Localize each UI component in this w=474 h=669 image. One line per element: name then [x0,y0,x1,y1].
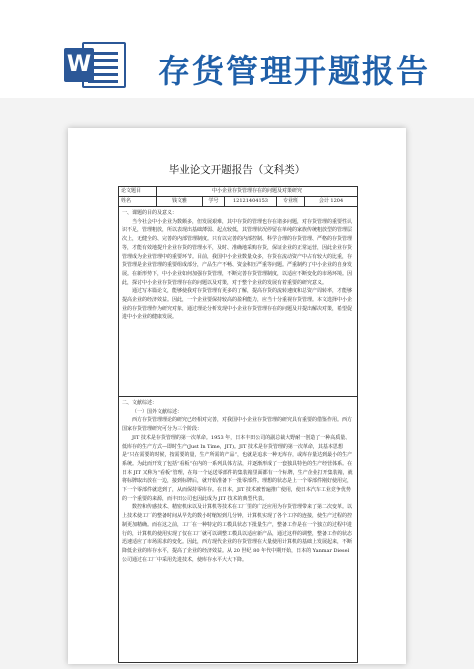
subsection-heading: （一）国外文献综述： [132,408,183,415]
thesis-value: 中小企业存货管理存在的问题及对策研究 [211,188,302,194]
purpose-section [119,207,357,397]
id-label: 学号 [203,197,225,206]
paragraph: 当今社会中小企业为数颇多，但发展艰难，其中存货的管理也存在诸多问题，对存货管理的重要性认识不足，管理粗放，所以表现出基础薄弱、起点较低，其管理状况停留在单纯的家族传统粗放型的管理层次上，无健全的、完善的内部管理制度。只有以完善的内部控制、科学合理的存货管理、严格的存货管理等，才能有效地提升企业存货的管理水平，及时、准确地采购存货，保证企业的正常运营，因此企业存货管理成为企业管理中的重要环节。目前，我国中小企业数量众多，存货在流动资产中占有较大的比重，存货管理是企业管理的重要组成部分，产品生产不畅、资金积压严重等问题。严重制约了中小企业的自身发展。在新形势下，中小企业如何加强存货管理，不断完善存货管理制度，以适应不断变化的市场环境。因此，探讨中小企业存货管理存在的问题以及对策，对于整个企业的发展有着重要的研究意义。 [122,218,353,286]
literature-section [119,397,357,662]
document-title: 毕业论文开题报告（文科类） [168,164,306,176]
section-heading: 一、课题的目的及意义： [122,210,178,216]
paragraph: 通过写本篇论文，能够使我对存货管理有更多的了解，提高存货的流转速度和总资产周转率，才能够提高企业的经济效益。因此，一个企业要保持较高的盈利能力，应当十分重视存货管理。本文选择中小企业的存货管理作为研究对象，通过理论分析发现中小企业存货管理存在的问题及并提出解决对策，希望促进中小企业的健康发展。 [122,288,353,321]
paragraph: 西方存货管理理论的研究已经相对完善，对我国中小企业存货管理的研究具有重要的借鉴作用。西方国家存货管理研究可分为三个阶段： [122,417,353,433]
banner-title: 存货管理开题报告 [158,52,431,90]
major-label: 专业班 [277,197,305,206]
paragraph: 数控和传感技术、精密机床以及计算机等技术在工厂里的广泛应用为存货管理带来了第二次变革。以上技术使工厂的整备时间从早先的数小时缩短到几分钟，计算机实现了各个工序的连接，使生产过程的控制更加精确。而在这之前，工厂在一种特定的工模具状态下批量生产，整备工作是在一个独立的过程中进行的，计算机的使用实现了仅在工厂就可以调整工模具以适应新产品，通过这样的调整，整备工作的状态迅速适应了市场需求的变化。因此，西方现代企业的存货管理在大量使用计算机的基础上发展起来，不断降低企业的库存水平，提高了企业的经济效益。从 20 世纪 80 年代中期开始，日本的 Yanmar Diesel 公司通过在工厂中采用先进技术，使库存水平大大下降。 [122,504,353,563]
word-icon [64,40,130,92]
paragraph: JIT 技术是存货管理的第一次革命。1953 年，日本丰田公司的副总裁大野耐一创造了一种高质量、低库存的生产方式—即时生产(Just In Time，JIT)。JIT 技术是存货管理的第一次革命，其基本思想是“只在需要的时候，按需要的量，生产所需的产品”，也就是追求一种无库存，或库存量达到最小的生产系统。为此而开发了包括“看板”在内的一系列具体方法，并逐渐形成了一套独具特色的生产经营体系。在日本 JIT 又称为“看板”管理，在每一个运送零部件的集装箱里面都有一个标牌，生产企业打开集装箱，就将标牌取出放在一边，接到标牌后，就开始准备下一批零部件。理想的状态是上一个零部件刚好使用完，下一个零部件就送到了，从而保持零库存。在日本，JIT 技术被普遍推广使用，使日本汽车工业竞争优势的一个重要的来源，而丰田公司也因此成为 JIT 技术的典型代表。 [122,434,353,502]
thesis-label: 论文题目 [119,187,157,196]
proposal-table [118,186,358,663]
name-label: 姓名 [119,197,157,206]
document-page [68,128,406,664]
id-value: 12121404153 [225,197,277,206]
info-row [119,197,357,207]
banner [0,0,474,98]
thesis-row [119,187,357,197]
name-value: 钱文雅 [157,197,203,206]
section-heading: 二、文献综述： [122,400,158,406]
major-value: 会计 1204 [318,198,344,204]
word-letter-badge: W [64,48,94,82]
